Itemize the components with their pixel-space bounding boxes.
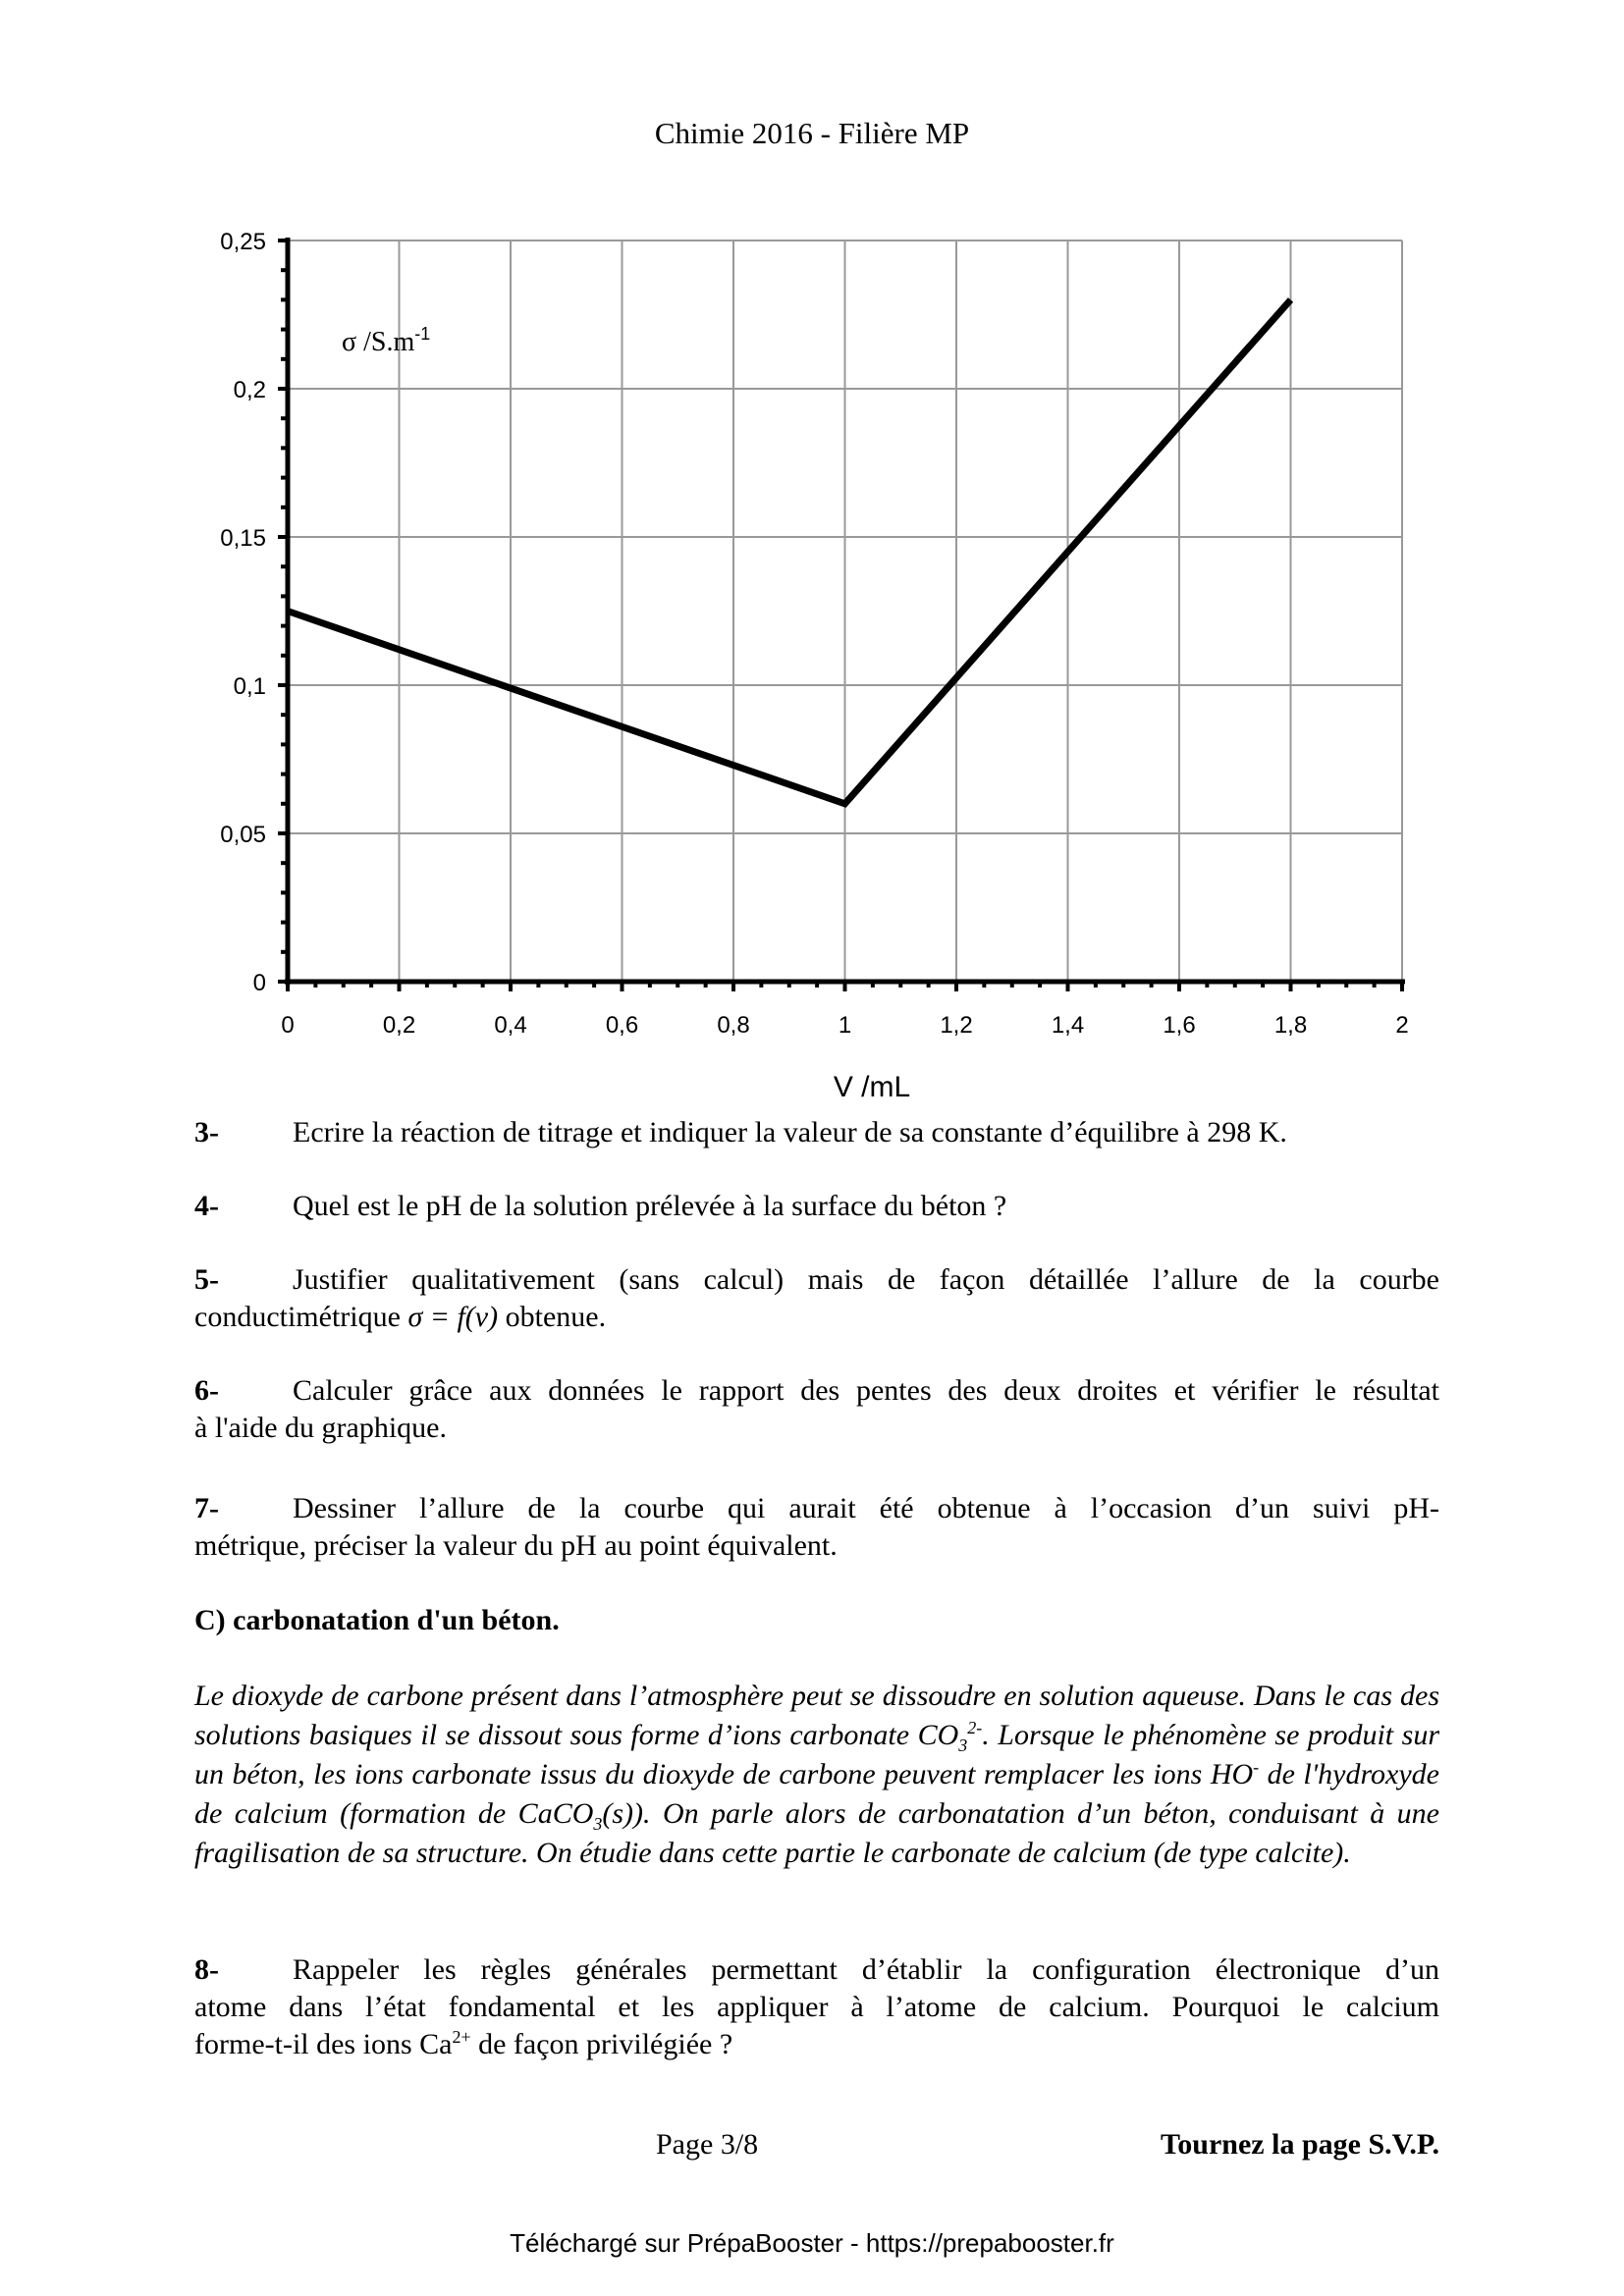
y-axis-label: σ $/S.m^{-1}$ [342, 324, 431, 357]
y-tick-label: 0,25 [220, 229, 266, 255]
y-tick-label: 0 [252, 970, 266, 996]
question-6: 6- Calculer grâce aux données le rapport des pentes des deux droites et vérifier le résultat à l'aide du graphique. [194, 1374, 1439, 1444]
x-tick-label: 0,6 [605, 1012, 639, 1039]
x-tick-label: 0,8 [717, 1012, 750, 1039]
x-tick-label: 1,2 [940, 1012, 973, 1039]
x-tick-label: 0 [281, 1012, 295, 1039]
y-tick-label: 0,2 [233, 377, 266, 403]
x-tick-label: 1 [838, 1012, 852, 1039]
question-3: 3- Ecrire la réaction de titrage et indiquer la valeur de sa constante d’équilibre à 298 K. [194, 1116, 1287, 1148]
question-4: 4- Quel est le pH de la solution prélevée à la surface du béton ? [194, 1190, 1007, 1222]
x-tick-label: 1,6 [1163, 1012, 1196, 1039]
x-tick-label: 0,2 [382, 1012, 416, 1039]
page-number: Page 3/8 [656, 2128, 759, 2161]
turn-page-note: Tournez la page S.V.P. [1161, 2128, 1439, 2161]
question-7: 7- Dessiner l’allure de la courbe qui aurait été obtenue à l’occasion d’un suivi pH- métrique, préciser la valeur du pH au point équivalent. [194, 1492, 1439, 1562]
y-tick-label: 0,1 [233, 673, 266, 700]
sigma-formula: σ = f(v) [407, 1301, 499, 1333]
x-tick-label: 2 [1395, 1012, 1409, 1039]
chart-grid [288, 240, 1402, 982]
question-8: 8- Rappeler les règles générales permettant d’établir la configuration électronique d’un atome dans l’état fondamental et les appliquer à l’atome de calcium. Pourquoi le calcium forme-t-il des ions $Ca^{2+}$ de façon privilégiée ? [194, 1953, 1439, 2060]
page-header: Chimie 2016 - Filière MP [654, 116, 970, 150]
intro-paragraph: Le dioxyde de carbone présent dans l’atmosphère peut se dissoudre en solution aqueuse. Dans le cas des solutions basiques il se dissout sous forme d’ions carbonate $CO_3^{2-}$. Lorsque le phénomène se produit sur un béton, les ions carbonate issus du dioxyde de carbone peuvent remplacer les ions HO- de l'hydroxyde de calcium (formation de CaCO$_3$(s)). On parle alors de carbonatation d’un béton, conduisant à une fragilisation de sa structure. On étudie dans cette partie le carbonate de calcium (de type calcite). [194, 1680, 1439, 1869]
data-series-line [288, 299, 1291, 803]
y-tick-labels [220, 229, 266, 996]
x-tick-label: 0,4 [494, 1012, 527, 1039]
download-footer: Téléchargé sur PrépaBooster - https://prepabooster.fr [510, 2228, 1114, 2258]
question-5: 5- Justifier qualitativement (sans calcul) mais de façon détaillée l’allure de la courbe conductimétrique σ = f(v) obtenue. [194, 1263, 1439, 1333]
x-axis-label: V /mL [833, 1071, 911, 1099]
x-tick-labels [281, 1012, 1408, 1039]
y-tick-label: 0,15 [220, 525, 266, 552]
x-tick-label: 1,4 [1051, 1012, 1085, 1039]
section-heading: C) carbonatation d'un béton. [194, 1604, 560, 1636]
conductivity-chart [0, 0, 1624, 1099]
y-tick-label: 0,05 [220, 822, 266, 848]
x-tick-label: 1,8 [1273, 1012, 1308, 1039]
